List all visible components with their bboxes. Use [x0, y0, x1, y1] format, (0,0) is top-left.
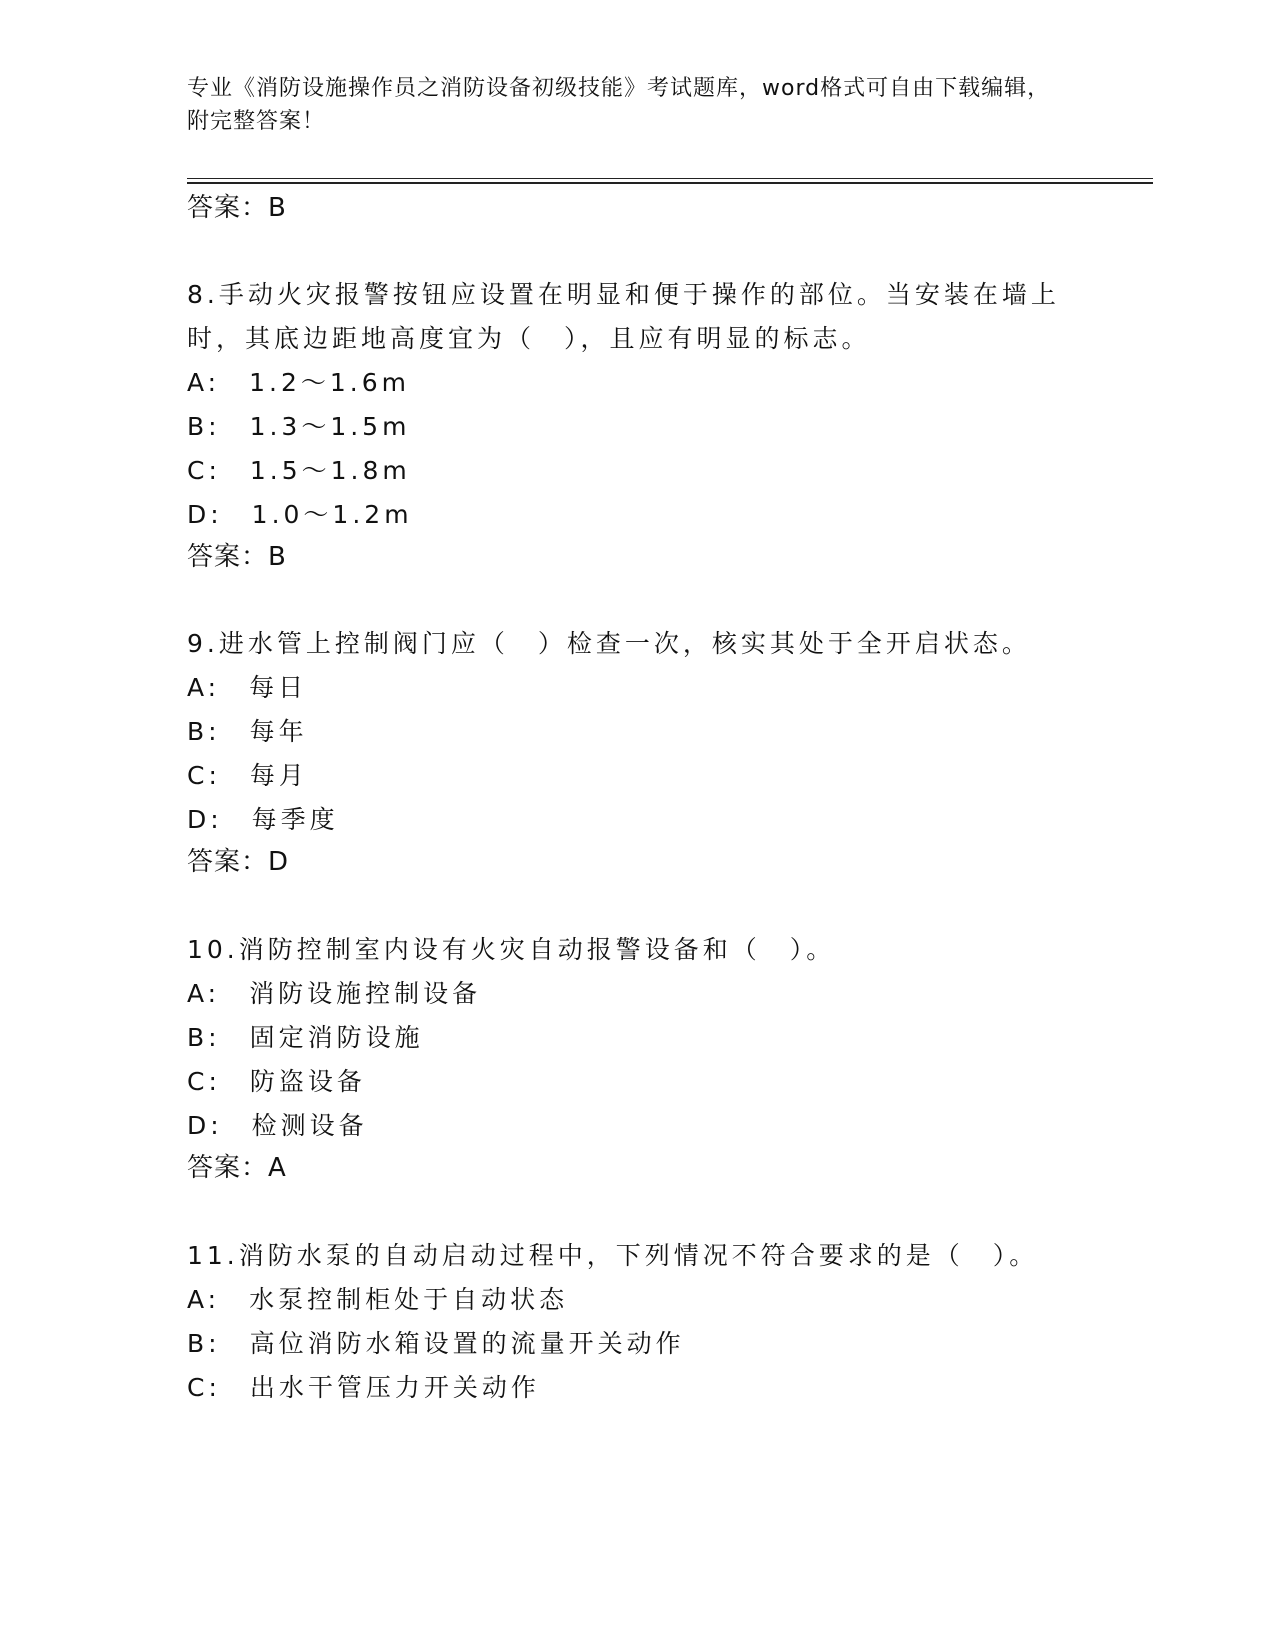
- option-b: B: 1.3～1.5m: [187, 412, 411, 441]
- answer-line: 答案：B: [187, 542, 287, 572]
- option-b: B: 固定消防设施: [187, 1023, 424, 1052]
- option-d: D: 每季度: [187, 805, 339, 834]
- question-text: 8.手动火灾报警按钮应设置在明显和便于操作的部位。当安装在墙上: [187, 280, 1060, 309]
- answer-line: 答案：A: [187, 1153, 287, 1183]
- option-c: C: 防盗设备: [187, 1067, 366, 1096]
- document-header: 专业《消防设施操作员之消防设备初级技能》考试题库，word格式可自由下载编辑，附完整答案！: [187, 76, 1051, 134]
- question-text: 时，其底边距地高度宜为（ ），且应有明显的标志。: [187, 324, 871, 353]
- header-divider-thick: [187, 182, 1153, 184]
- option-a: A: 水泵控制柜处于自动状态: [187, 1285, 569, 1314]
- option-a: A: 每日: [187, 673, 308, 702]
- option-d: D: 检测设备: [187, 1111, 368, 1140]
- answer-line: 答案：B: [187, 193, 287, 223]
- option-b: B: 每年: [187, 717, 308, 746]
- option-d: D: 1.0～1.2m: [187, 500, 413, 529]
- question-text: 11.消防水泵的自动启动过程中，下列情况不符合要求的是（ ）。: [187, 1241, 1039, 1270]
- question-text: 9.进水管上控制阀门应（ ）检查一次，核实其处于全开启状态。: [187, 629, 1031, 658]
- question-text: 10.消防控制室内设有火灾自动报警设备和（ ）。: [187, 935, 836, 964]
- option-c: C: 每月: [187, 761, 308, 790]
- option-c: C: 出水干管压力开关动作: [187, 1373, 540, 1402]
- option-b: B: 高位消防水箱设置的流量开关动作: [187, 1329, 685, 1358]
- answer-line: 答案：D: [187, 847, 290, 877]
- option-c: C: 1.5～1.8m: [187, 456, 411, 485]
- header-divider-thin: [187, 178, 1153, 179]
- option-a: A: 1.2～1.6m: [187, 368, 410, 397]
- option-a: A: 消防设施控制设备: [187, 979, 482, 1008]
